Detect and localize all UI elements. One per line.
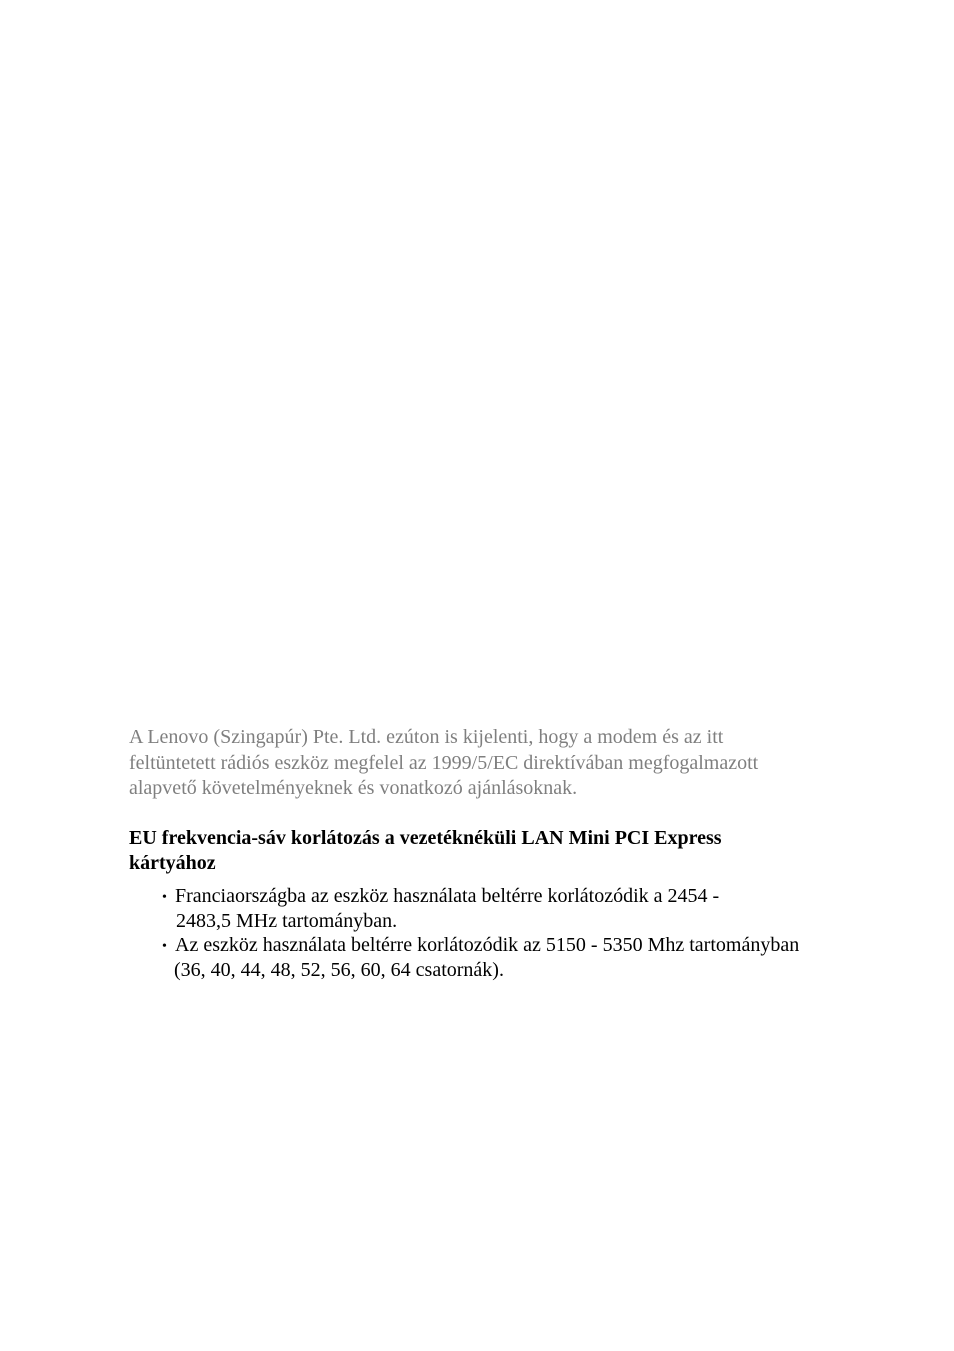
- section-heading-line: kártyához: [129, 851, 216, 874]
- list-item-text: Franciaországba az eszköz használata beltérre korlátozódik a 2454 -: [175, 885, 720, 907]
- list-item: [162, 933, 922, 982]
- restriction-list: [162, 884, 922, 982]
- list-item-text: 2483,5 MHz tartományban.: [176, 909, 398, 932]
- declaration-line: feltüntetett rádiós eszköz megfelel az 1999/5/EC direktívában megfogalmazott: [129, 751, 759, 774]
- section-heading: [129, 826, 889, 875]
- section-heading-line: EU frekvencia-sáv korlátozás a vezetéknéküli LAN Mini PCI Express: [129, 827, 722, 849]
- declaration-line: A Lenovo (Szingapúr) Pte. Ltd. ezúton is kijelenti, hogy a modem és az itt: [129, 726, 724, 748]
- list-item: [162, 884, 922, 933]
- list-item-text: (36, 40, 44, 48, 52, 56, 60, 64 csatornák).: [174, 958, 504, 981]
- declaration-paragraph: [129, 725, 889, 802]
- bullet-icon: •: [162, 939, 167, 954]
- bullet-icon: •: [162, 890, 167, 905]
- declaration-line: alapvető követelményeknek és vonatkozó ajánlásoknak.: [129, 777, 578, 799]
- list-item-text: Az eszköz használata beltérre korlátozódik az 5150 - 5350 Mhz tartományban: [175, 934, 800, 956]
